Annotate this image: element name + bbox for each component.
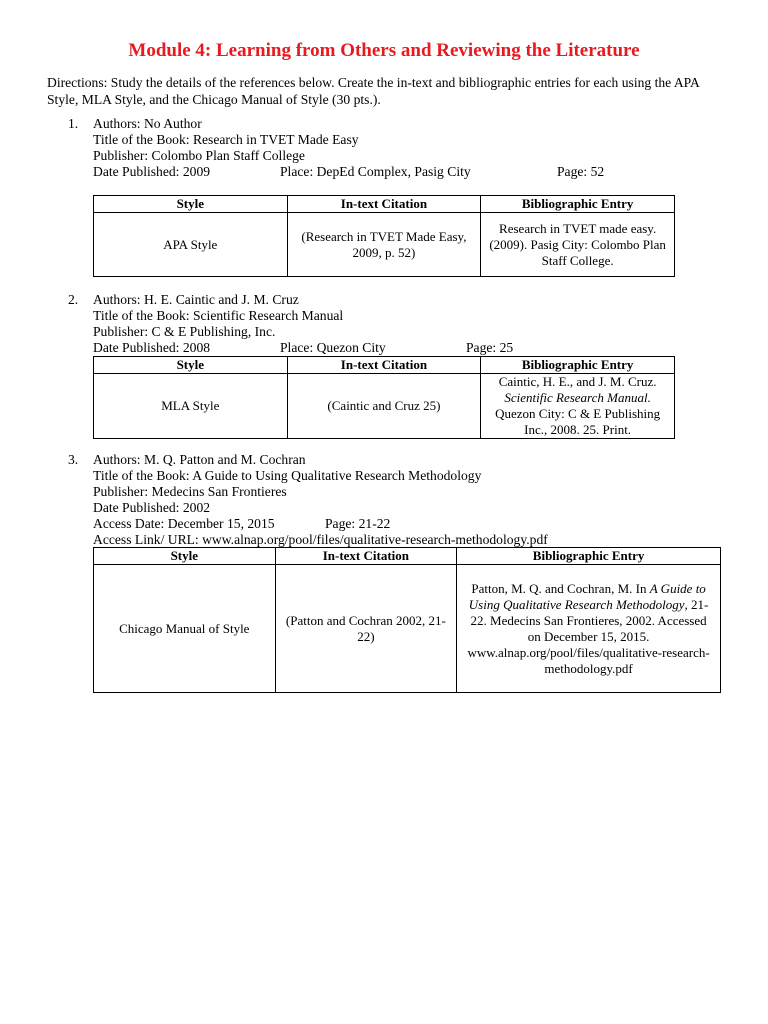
page: Page: 21-22	[325, 516, 391, 531]
authors: Authors: H. E. Caintic and J. M. Cruz	[93, 292, 299, 307]
page: Page: 52	[557, 164, 605, 179]
intext-cell: (Research in TVET Made Easy, 2009, p. 52)	[287, 213, 481, 277]
biblio-title-italic: Scientific Research Manual.	[504, 390, 651, 405]
date-published: Date Published: 2009	[93, 164, 211, 179]
item-number: 3.	[68, 452, 79, 467]
book-title: Title of the Book: Research in TVET Made Easy	[93, 132, 359, 147]
header-biblio: Bibliographic Entry	[481, 196, 675, 213]
citation-table-2	[93, 356, 675, 439]
table-row	[94, 374, 675, 439]
authors: Authors: M. Q. Patton and M. Cochran	[93, 452, 306, 467]
table-row	[94, 565, 721, 693]
authors: Authors: No Author	[93, 116, 202, 131]
style-cell: APA Style	[94, 213, 288, 277]
header-biblio: Bibliographic Entry	[457, 548, 721, 565]
book-title: Title of the Book: Scientific Research Manual	[93, 308, 344, 323]
place: Place: Quezon City	[280, 340, 386, 355]
header-intext: In-text Citation	[287, 196, 481, 213]
biblio-text: Quezon City: C & E Publishing Inc., 2008. 25. Print.	[495, 406, 661, 437]
publisher: Publisher: Medecins San Frontieres	[93, 484, 287, 499]
publisher: Publisher: C & E Publishing, Inc.	[93, 324, 276, 339]
header-style: Style	[94, 548, 276, 565]
biblio-text: Patton, M. Q. and Cochran, M. In	[471, 580, 647, 596]
biblio-text: , 21-22. Medecins San Frontieres, 2002. Accessed on December 15, 2015. www.alnap.org/pool/files/qualitative-research-methodology.pdf	[467, 596, 710, 676]
table-row	[94, 213, 675, 277]
biblio-text: Caintic, H. E., and J. M. Cruz.	[498, 374, 657, 389]
citation-table-1	[93, 195, 675, 277]
date-published: Date Published: 2008	[93, 340, 211, 355]
style-cell: MLA Style	[94, 374, 288, 439]
page: Page: 25	[466, 340, 514, 355]
style-cell: Chicago Manual of Style	[94, 565, 276, 693]
header-style: Style	[94, 196, 288, 213]
book-title: Title of the Book: A Guide to Using Qualitative Research Methodology	[93, 468, 482, 483]
place: Place: DepEd Complex, Pasig City	[280, 164, 471, 179]
publisher: Publisher: Colombo Plan Staff College	[93, 148, 305, 163]
header-intext: In-text Citation	[287, 357, 481, 374]
item-number: 1.	[68, 116, 79, 131]
header-style: Style	[94, 357, 288, 374]
header-biblio: Bibliographic Entry	[481, 357, 675, 374]
access-url: Access Link/ URL: www.alnap.org/pool/files/qualitative-research-methodology.pdf	[93, 532, 548, 547]
date-published: Date Published: 2002	[93, 500, 211, 515]
header-intext: In-text Citation	[275, 548, 457, 565]
access-date: Access Date: December 15, 2015	[93, 516, 275, 531]
biblio-cell: Research in TVET made easy. (2009). Pasig City: Colombo Plan Staff College.	[481, 213, 675, 277]
biblio-title-italic: A Guide to Using Qualitative Research Methodology	[468, 580, 706, 612]
directions-text: Directions: Study the details of the references below. Create the in-text and bibliographic entries for each using the APA Style, MLA Style, and the Chicago Manual of Style (30 pts.).	[47, 75, 700, 107]
biblio-cell	[457, 565, 721, 693]
biblio-cell	[481, 374, 675, 439]
citation-table-3	[93, 547, 721, 693]
intext-cell: (Caintic and Cruz 25)	[287, 374, 481, 439]
intext-cell: (Patton and Cochran 2002, 21-22)	[275, 565, 457, 693]
page-title: Module 4: Learning from Others and Reviewing the Literature	[128, 40, 640, 61]
item-number: 2.	[68, 292, 79, 307]
